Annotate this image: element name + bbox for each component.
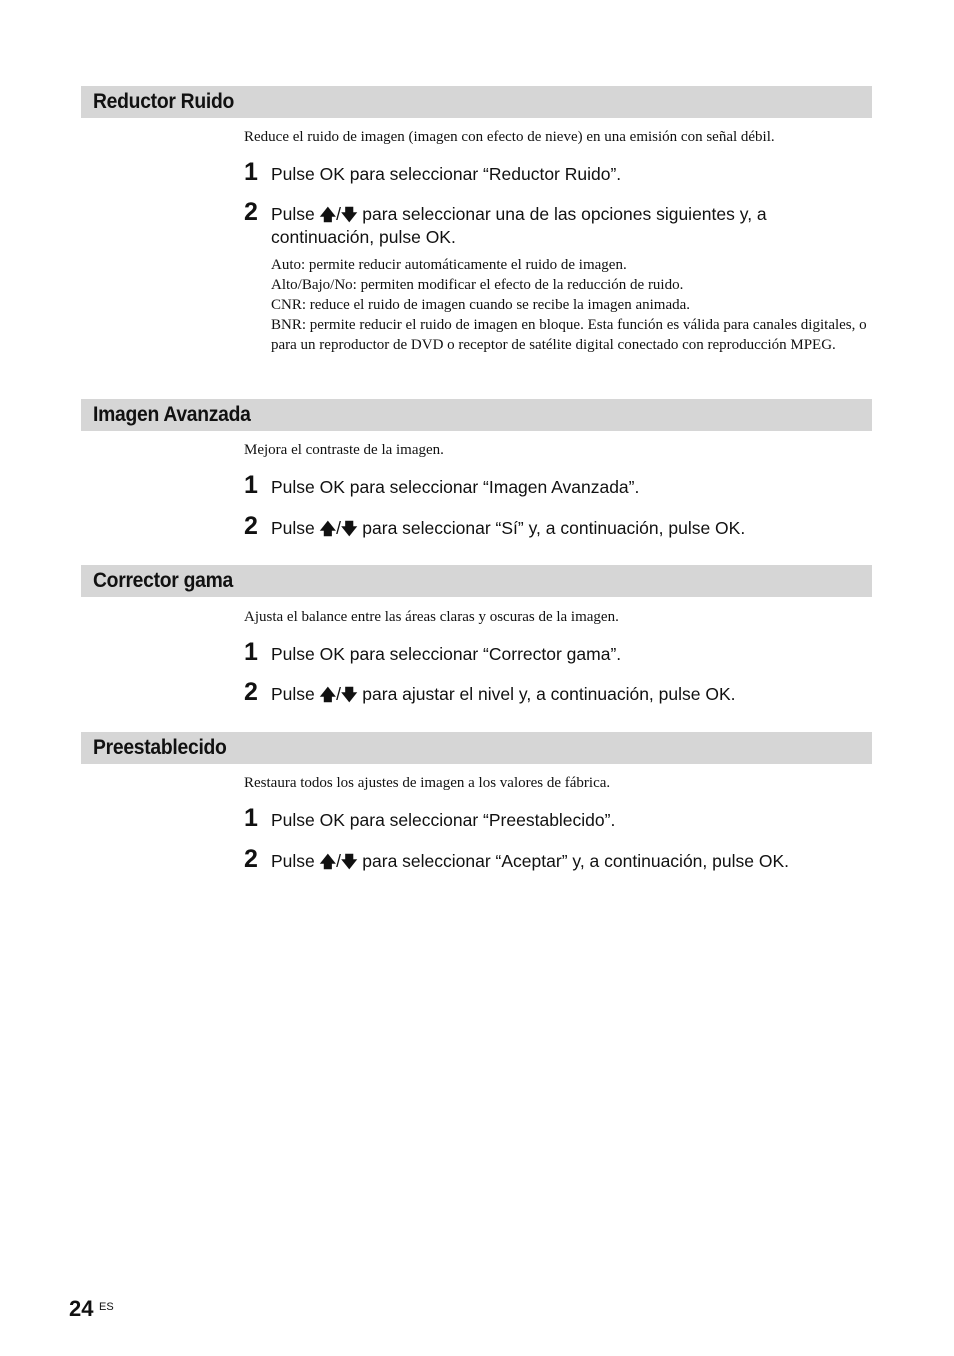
section-title: Corrector gama: [93, 569, 234, 592]
step-text-pre: Pulse: [271, 851, 320, 871]
arrow-up-icon: 🡅: [319, 852, 337, 871]
option-item-cnr: CNR: reduce el ruido de imagen cuando se recibe la imagen animada.: [271, 297, 691, 313]
section-title: Reductor Ruido: [93, 90, 235, 113]
step-text-post: para seleccionar “Sí” y, a continuación, pulse OK.: [357, 518, 746, 538]
step-number: 2: [244, 512, 258, 540]
section-header-imagen-avanzada: [81, 399, 872, 431]
step-text: [271, 683, 861, 706]
step-text: [271, 517, 861, 540]
step-number: 1: [244, 158, 258, 186]
arrow-separator: /: [336, 851, 341, 871]
arrow-up-icon: 🡅: [319, 685, 337, 704]
step-number: 1: [244, 471, 258, 499]
step-text: Pulse OK para seleccionar “Imagen Avanzada”.: [271, 477, 640, 497]
arrow-down-icon: 🡇: [340, 852, 358, 871]
step-number: 2: [244, 198, 258, 226]
arrow-up-icon: 🡅: [319, 205, 337, 224]
step-text: Pulse OK para seleccionar “Reductor Ruido”.: [271, 164, 622, 184]
step-number: 2: [244, 678, 258, 706]
section-intro: Reduce el ruido de imagen (imagen con efecto de nieve) en una emisión con señal débil.: [244, 129, 775, 145]
section-header-corrector-gama: [81, 565, 872, 597]
step-text-post: para seleccionar una de las opciones siguientes y, a continuación, pulse OK.: [271, 204, 767, 247]
arrow-separator: /: [336, 684, 341, 704]
step-text-post: para seleccionar “Aceptar” y, a continuación, pulse OK.: [357, 851, 789, 871]
step-text-pre: Pulse: [271, 518, 320, 538]
step-number: 1: [244, 638, 258, 666]
section-intro: Restaura todos los ajustes de imagen a los valores de fábrica.: [244, 775, 611, 791]
arrow-separator: /: [336, 204, 341, 224]
section-header-reductor-ruido: [81, 86, 872, 118]
page-number: 24: [69, 1296, 94, 1321]
arrow-down-icon: 🡇: [340, 205, 358, 224]
arrow-down-icon: 🡇: [340, 685, 358, 704]
option-item-auto: Auto: permite reducir automáticamente el ruido de imagen.: [271, 257, 627, 273]
section-intro: Mejora el contraste de la imagen.: [244, 442, 444, 458]
section-title: Imagen Avanzada: [93, 403, 251, 426]
option-list: [271, 255, 871, 355]
arrow-up-icon: 🡅: [319, 519, 337, 538]
step-text-pre: Pulse: [271, 204, 320, 224]
arrow-separator: /: [336, 518, 341, 538]
step-text-pre: Pulse: [271, 684, 320, 704]
step-text: Pulse OK para seleccionar “Preestablecido”.: [271, 810, 616, 830]
arrow-down-icon: 🡇: [340, 519, 358, 538]
step-text-post: para ajustar el nivel y, a continuación, pulse OK.: [357, 684, 736, 704]
option-item-alto-bajo-no: Alto/Bajo/No: permiten modificar el efecto de la reducción de ruido.: [271, 277, 684, 293]
section-title: Preestablecido: [93, 736, 227, 759]
step-number: 1: [244, 804, 258, 832]
step-number: 2: [244, 845, 258, 873]
step-text: [271, 850, 861, 873]
page-language: ES: [99, 1301, 114, 1313]
section-intro: Ajusta el balance entre las áreas claras y oscuras de la imagen.: [244, 609, 619, 625]
option-item-bnr: BNR: permite reducir el ruido de imagen en bloque. Esta función es válida para canales digitales, o para un reproductor de DVD o receptor de satélite digital conectado con reproducción MPEG.: [271, 317, 867, 353]
step-text: Pulse OK para seleccionar “Corrector gama”.: [271, 644, 622, 664]
section-header-preestablecido: [81, 732, 872, 764]
step-text: [271, 203, 861, 249]
